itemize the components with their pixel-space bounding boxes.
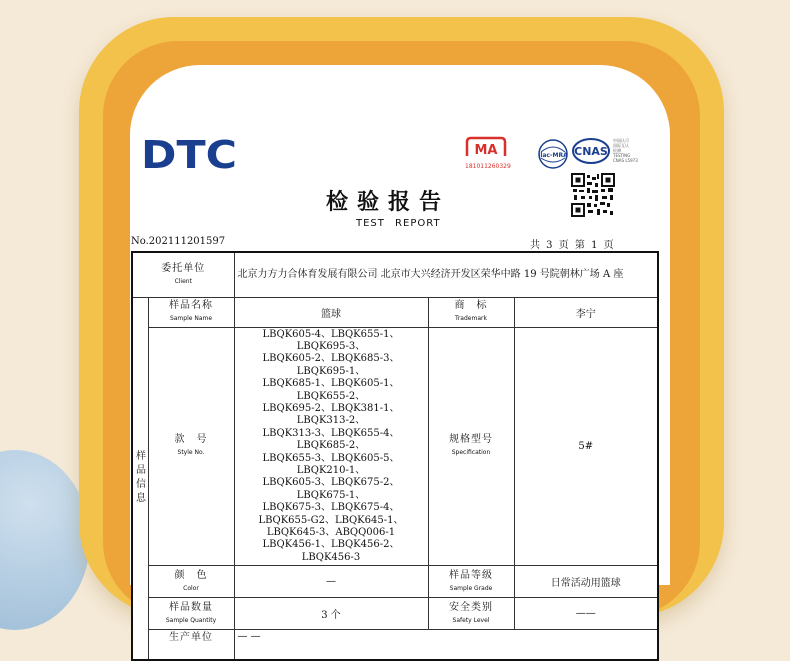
ilac-mra-text: ilac-MRA	[538, 152, 568, 159]
style-line: LBQK605-2、LBQK685-3、LBQK695-1、	[262, 353, 400, 377]
manufacturer-row	[132, 630, 658, 660]
spec-value: 5#	[514, 327, 658, 566]
safety-label-zh: 安全类别	[449, 601, 493, 613]
color-value: —	[234, 566, 428, 598]
client-label-en: Client	[174, 277, 192, 285]
sample-name-label-zh: 样品名称	[169, 300, 213, 311]
style-row	[132, 327, 658, 566]
style-line: LBQK655-3、LBQK605-5、LBQK210-1、	[262, 452, 400, 476]
client-row	[132, 252, 658, 297]
report-number: No.202111201597	[131, 236, 226, 247]
style-line: LBQK655-G2、LBQK645-1、	[258, 514, 404, 526]
color-label	[148, 566, 234, 598]
style-label-en: Style No.	[177, 449, 205, 457]
color-row	[132, 566, 658, 598]
cnas-text: CNAS	[574, 145, 608, 158]
style-line: LBQK695-2、LBQK381-1、LBQK313-2、	[262, 402, 400, 427]
ilac-mra-icon	[537, 138, 569, 170]
client-label-zh: 委托单位	[161, 262, 206, 274]
spec-label-zh: 规格型号	[449, 434, 493, 446]
grade-label-zh: 样品等级	[449, 569, 493, 581]
ma-cert-number: 181011260329	[465, 163, 511, 170]
style-label-zh: 款 号	[174, 434, 208, 446]
quantity-label-zh: 样品数量	[169, 601, 213, 613]
client-label	[132, 252, 234, 297]
style-line: LBQK605-4、LBQK655-1、LBQK695-3、	[262, 328, 400, 352]
sample-name-label-en: Sample Name	[169, 315, 213, 322]
report-title-en: TEST REPORT	[356, 218, 441, 229]
manufacturer-value: — —	[234, 630, 658, 660]
report-table	[131, 251, 659, 661]
style-line: LBQK605-3、LBQK675-2、LBQK675-1、	[262, 477, 400, 501]
cnas-sub-line: 中国认可	[613, 138, 629, 143]
cnas-sub-line: 国际互认	[613, 143, 629, 148]
cnas-icon	[571, 136, 611, 166]
manufacturer-label-zh: 生产单位	[169, 632, 213, 644]
grade-label-en: Sample Grade	[449, 584, 493, 592]
safety-value: ——	[514, 598, 658, 630]
sample-name-row	[132, 297, 658, 327]
trademark-label-zh: 商 标	[454, 300, 488, 311]
sample-name-label	[148, 297, 234, 327]
trademark-value: 李宁	[514, 297, 658, 327]
trademark-label-en: Trademark	[455, 315, 487, 322]
dtc-logo-text: DTC	[141, 133, 237, 177]
ma-cert-text: MA	[474, 143, 498, 158]
quantity-row	[132, 598, 658, 630]
report-title: 检验报告	[326, 189, 451, 215]
manufacturer-label	[148, 630, 234, 660]
style-line: LBQK313-3、LBQK655-4、LBQK685-2、	[262, 427, 400, 452]
cnas-sub-line: TESTING	[613, 153, 631, 158]
style-line: LBQK685-1、LBQK605-1、LBQK655-2、	[262, 378, 400, 402]
quantity-label	[148, 598, 234, 630]
safety-label-en: Safety Level	[452, 616, 490, 624]
cnas-sub-line: CNAS L5973	[613, 158, 638, 163]
style-line: LBQK645-3、ABQQ006-1	[266, 527, 396, 538]
sample-name-value: 篮球	[234, 297, 428, 327]
spec-label-en: Specification	[451, 449, 491, 457]
dtc-logo	[141, 133, 237, 177]
color-label-en: Color	[183, 584, 199, 592]
cnas-sub-line: 检测	[613, 148, 621, 153]
style-label	[148, 327, 234, 566]
safety-label	[428, 598, 514, 630]
spec-label	[428, 327, 514, 566]
color-label-zh: 颜 色	[174, 569, 208, 581]
quantity-label-en: Sample Quantity	[165, 616, 217, 624]
cnas-subtext	[613, 138, 641, 163]
style-line: LBQK675-3、LBQK675-4、	[262, 502, 400, 514]
style-line: LBQK456-1、LBQK456-2、LBQK456-3	[262, 539, 400, 563]
grade-value: 日常活动用篮球	[514, 566, 658, 598]
quantity-value: 3 个	[234, 598, 428, 630]
qr-code-icon	[571, 173, 615, 217]
trademark-label	[428, 297, 514, 327]
grade-label	[428, 566, 514, 598]
page-info: 共 3 页 第 1 页	[530, 240, 614, 251]
client-value: 北京力方力合体育发展有限公司 北京市大兴经济开发区荣华中路 19 号院朝林广场 A 座	[234, 252, 658, 297]
style-list	[234, 327, 428, 566]
sample-info-label: 样品信息	[132, 297, 148, 660]
